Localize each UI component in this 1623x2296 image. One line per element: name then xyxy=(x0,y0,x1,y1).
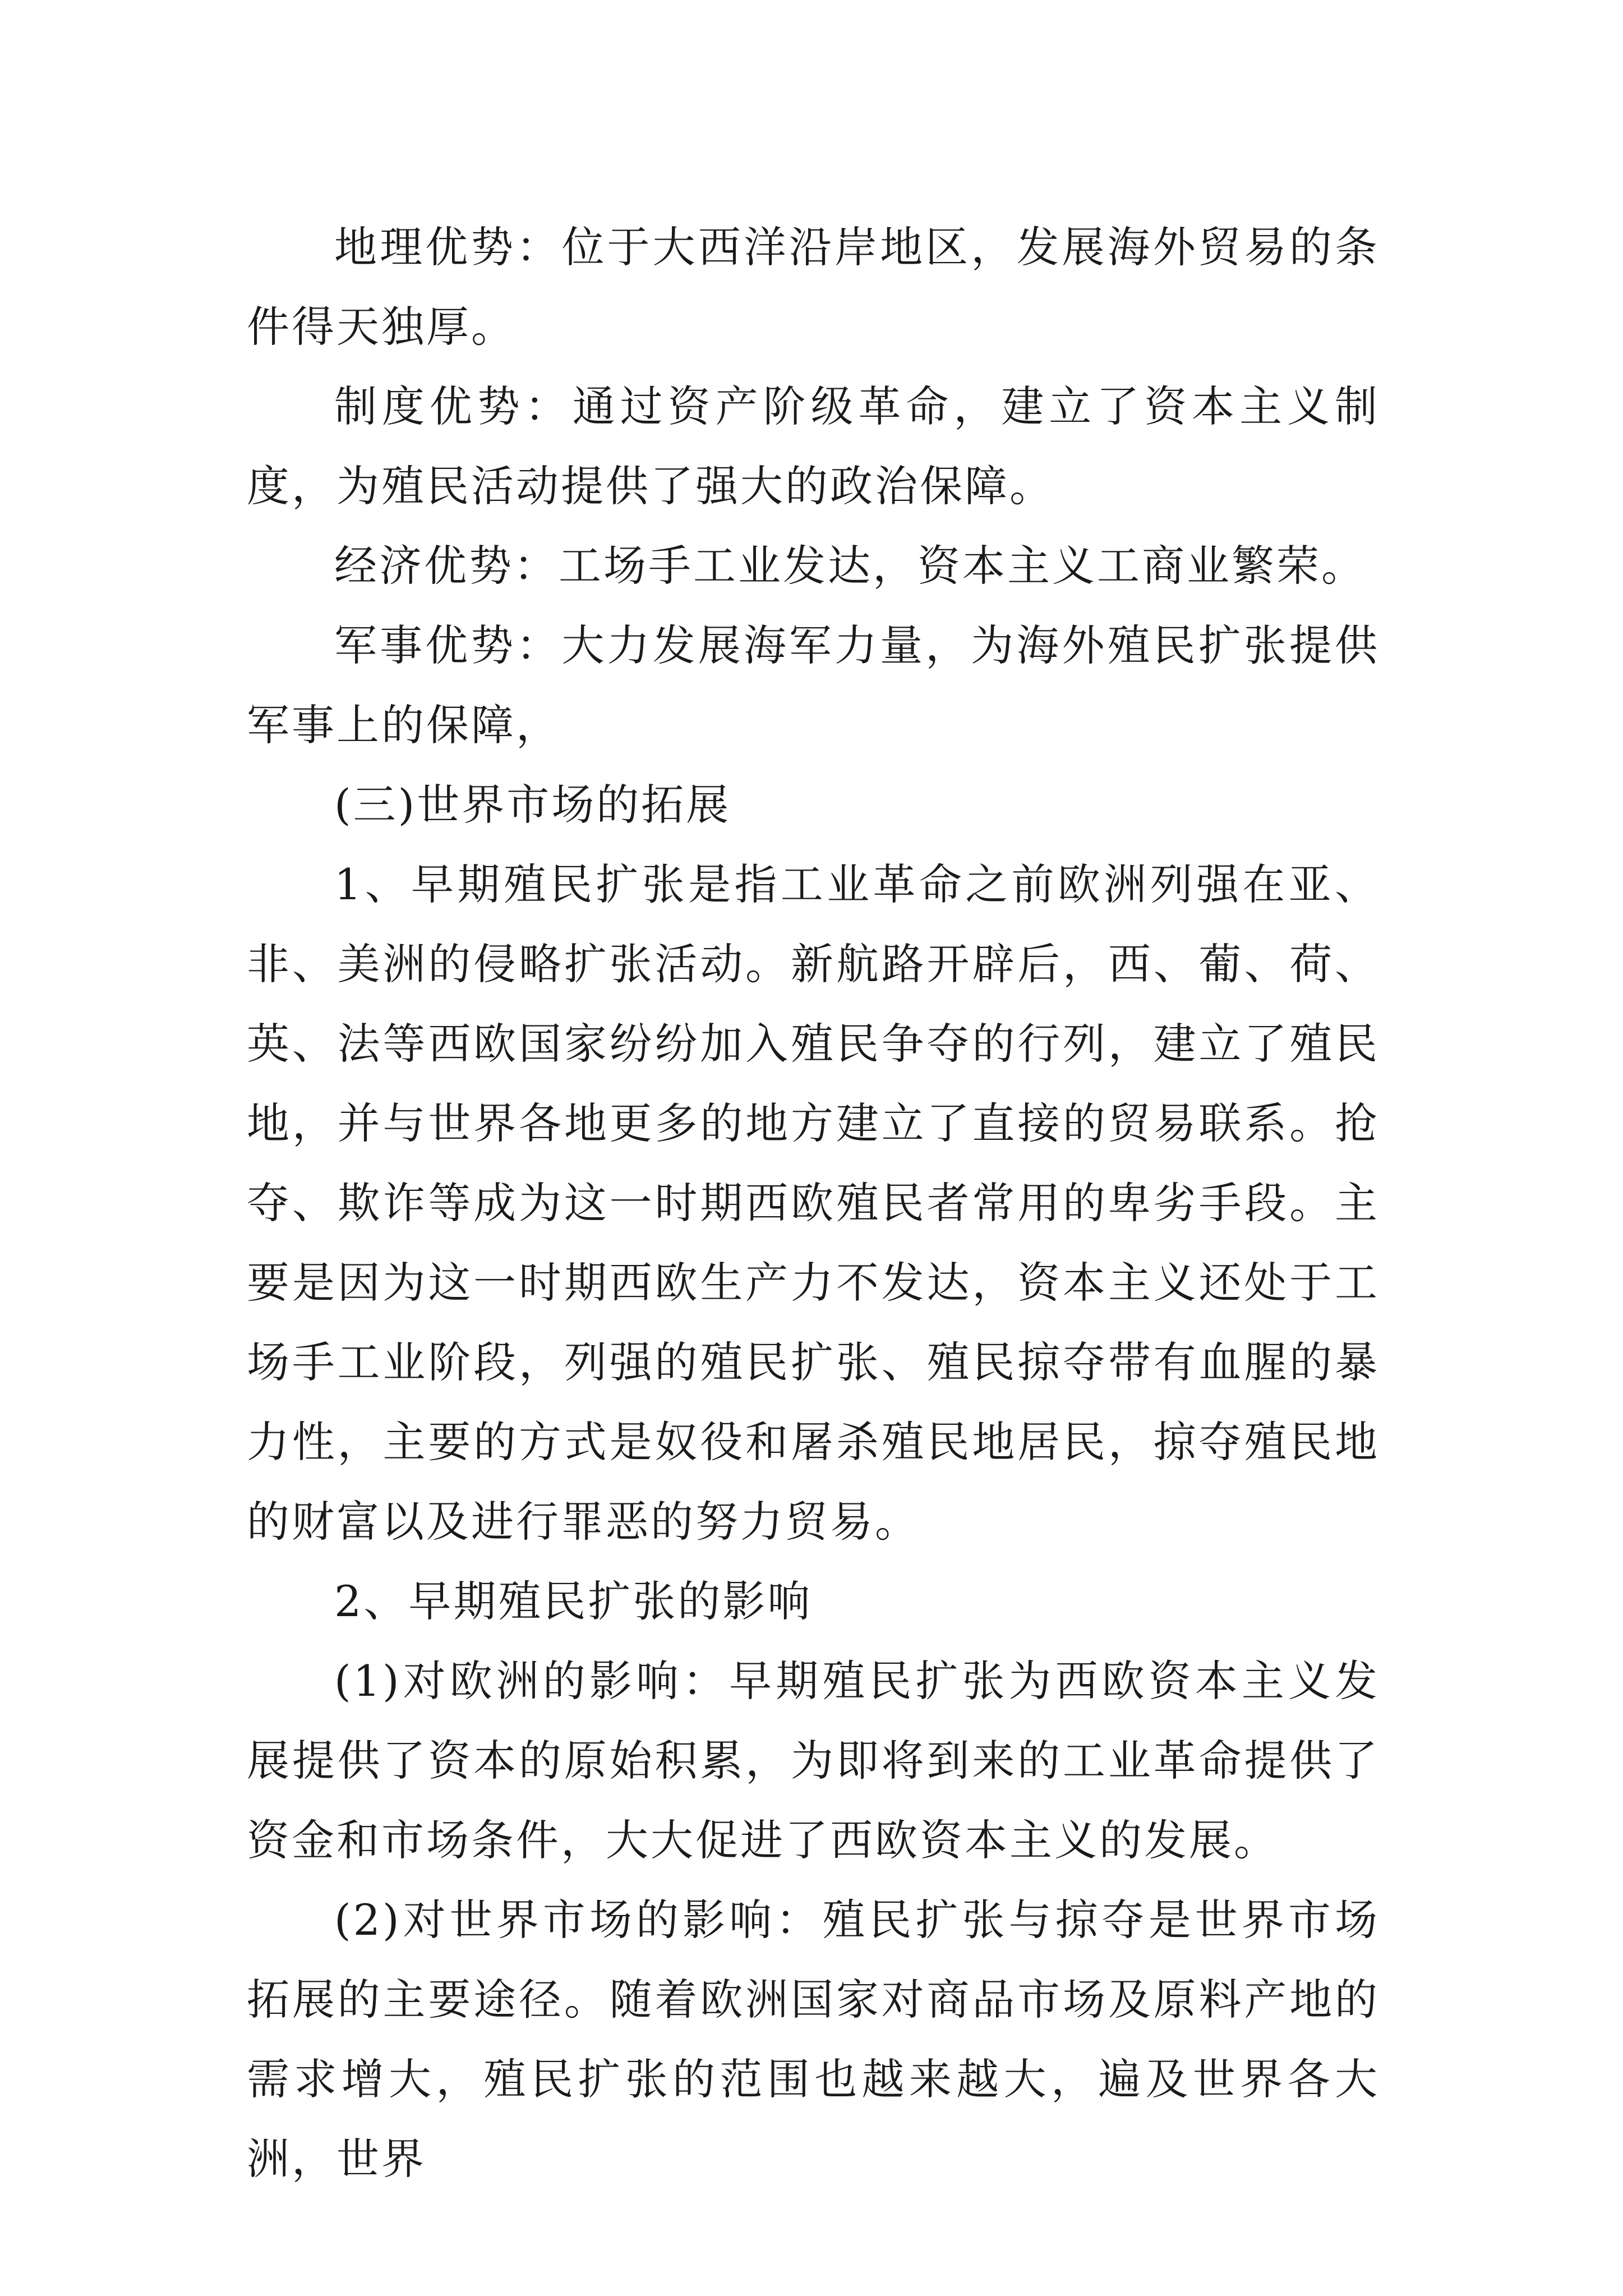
section-heading-world-market: (三)世界市场的拓展 xyxy=(334,780,731,830)
paragraph-impact-on-world-market: (2)对世界市场的影响：殖民扩张与掠夺是世界市场拓展的主要途径。随着欧洲国家对商品市场及原料产地的需求增大，殖民扩张的范围也越来越大，遍及世界各大洲，世界 xyxy=(247,1895,1380,2184)
paragraph-early-colonial-expansion: 1、早期殖民扩张是指工业革命之前欧洲列强在亚、非、美洲的侵略扩张活动。新航路开辟后，西、葡、荷、英、法等西欧国家纷纷加入殖民争夺的行列，建立了殖民地，并与世界各地更多的地方建立了直接的贸易联系。抢夺、欺诈等成为这一时期西欧殖民者常用的卑劣手段。主要是因为这一时期西欧生产力不发达，资本主义还处于工场手工业阶段，列强的殖民扩张、殖民掠夺带有血腥的暴力性，主要的方式是奴役和屠杀殖民地居民，掠夺殖民地的财富以及进行罪恶的努力贸易。 xyxy=(247,859,1380,1547)
paragraph-institutional-advantage: 制度优势：通过资产阶级革命，建立了资本主义制度，为殖民活动提供了强大的政治保障。 xyxy=(247,381,1380,511)
document-body xyxy=(247,208,1380,2199)
paragraph-economic-advantage: 经济优势：工场手工业发达，资本主义工商业繁荣。 xyxy=(334,541,1366,591)
paragraph-military-advantage: 军事优势：大力发展海军力量，为海外殖民扩张提供军事上的保障， xyxy=(247,620,1380,750)
subheading-colonial-impact: 2、早期殖民扩张的影响 xyxy=(334,1576,813,1626)
paragraph-impact-on-europe: (1)对欧洲的影响：早期殖民扩张为西欧资本主义发展提供了资本的原始积累，为即将到来的工业革命提供了资金和市场条件，大大促进了西欧资本主义的发展。 xyxy=(247,1656,1380,1865)
paragraph-geographic-advantage: 地理优势：位于大西洋沿岸地区，发展海外贸易的条件得天独厚。 xyxy=(247,222,1380,352)
